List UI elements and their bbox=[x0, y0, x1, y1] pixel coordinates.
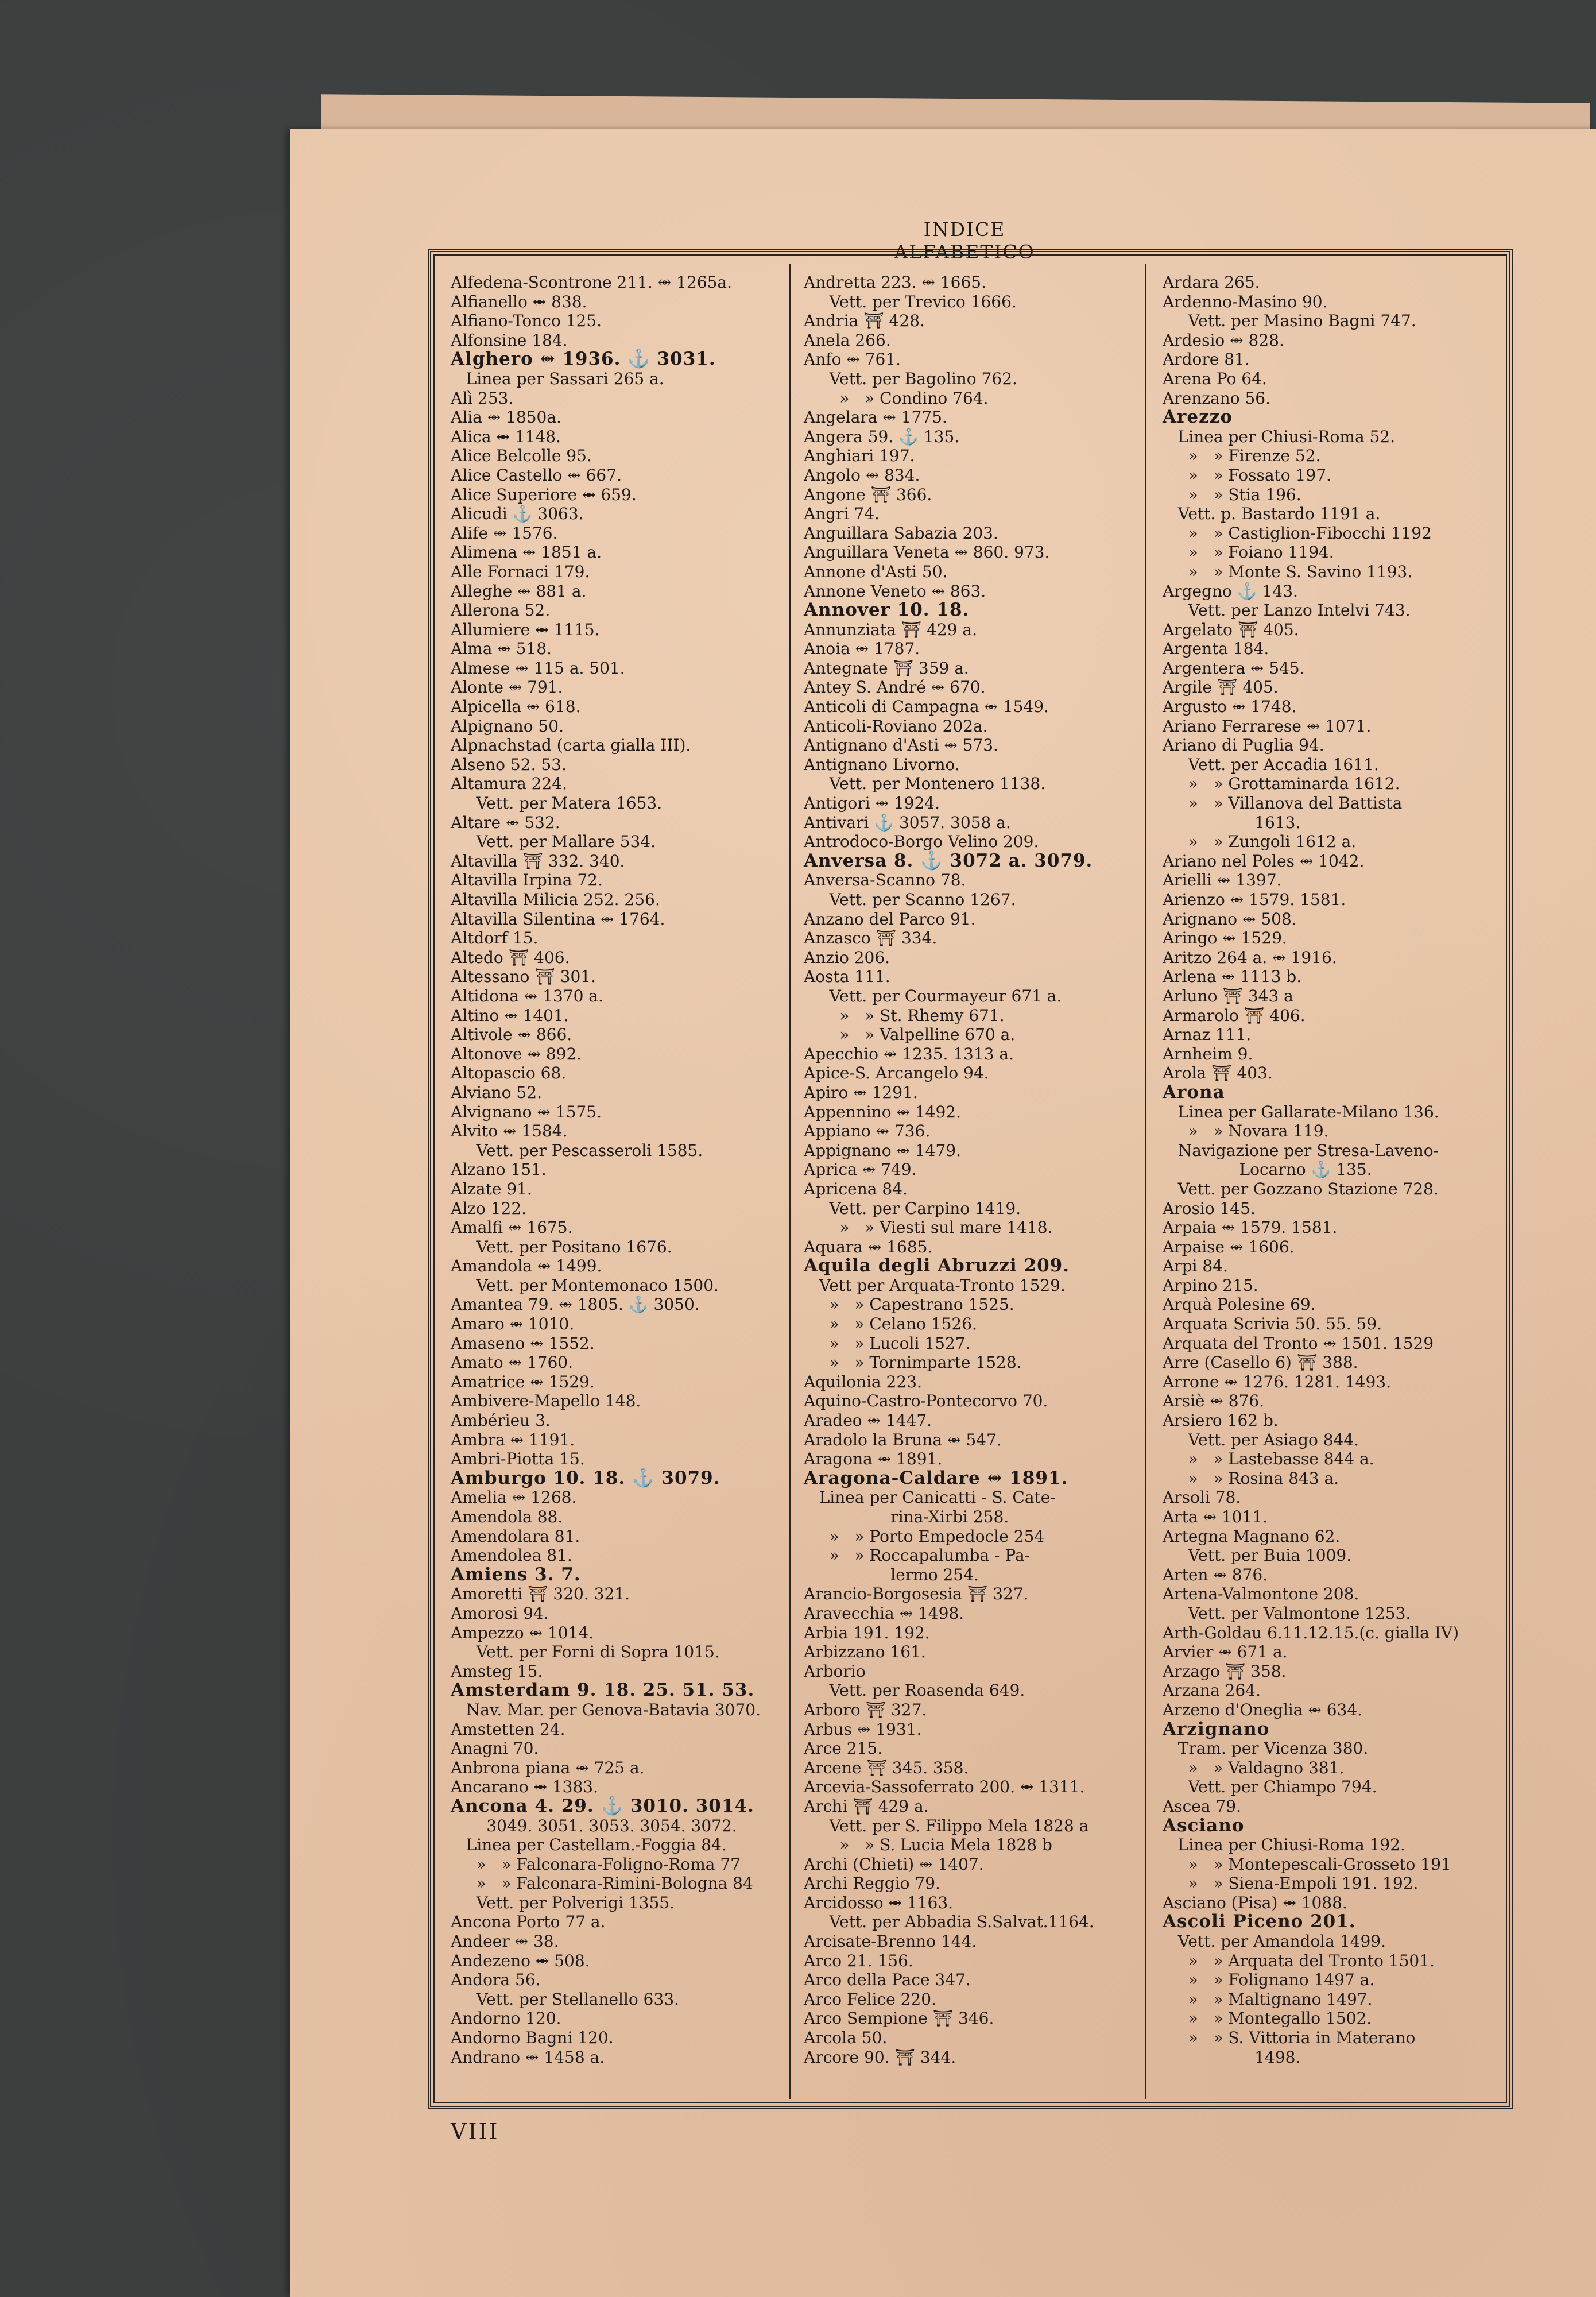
index-entry: Aragona-Caldare ⥈ 1891. bbox=[804, 1467, 1068, 1488]
index-entry: Alpicella ⥈ 618. bbox=[451, 697, 581, 717]
index-entry: Arosio 145. bbox=[1163, 1198, 1256, 1218]
index-entry: Arola ⛩ 403. bbox=[1163, 1064, 1273, 1083]
index-entry: Altino ⥈ 1401. bbox=[451, 1006, 569, 1025]
index-entry: » » Fossato 197. bbox=[1163, 465, 1331, 485]
index-entry: Arienzo ⥈ 1579. 1581. bbox=[1163, 890, 1346, 909]
index-entry: Arcore 90. ⛩ 344. bbox=[804, 2047, 956, 2067]
index-entry: Appiano ⥈ 736. bbox=[804, 1122, 931, 1141]
index-entry: Anguillara Sabazia 203. bbox=[804, 523, 998, 543]
index-column-1 bbox=[451, 273, 787, 2067]
index-entry: Vett. per S. Filippo Mela 1828 a bbox=[804, 1816, 1089, 1835]
index-entry: Alzano 151. bbox=[451, 1160, 547, 1180]
index-entry: Argentera ⥈ 545. bbox=[1163, 658, 1305, 678]
index-entry: » » St. Rhemy 671. bbox=[804, 1006, 1005, 1025]
index-entry: Andora 56. bbox=[451, 1970, 541, 1990]
index-entry: Arcene ⛩ 345. 358. bbox=[804, 1758, 969, 1777]
index-entry: Anzano del Parco 91. bbox=[804, 909, 976, 929]
index-entry: » » Siena-Empoli 191. 192. bbox=[1163, 1874, 1419, 1893]
index-entry: Alma ⥈ 518. bbox=[451, 639, 552, 659]
index-entry: Alicudi ⚓ 3063. bbox=[451, 504, 584, 524]
index-entry: Ascea 79. bbox=[1163, 1796, 1241, 1816]
index-entry: Antrodoco-Borgo Velino 209. bbox=[804, 832, 1039, 852]
index-entry: Arboro ⛩ 327. bbox=[804, 1700, 927, 1719]
index-entry: Ariano di Puglia 94. bbox=[1163, 736, 1324, 755]
index-entry: Apice-S. Arcangelo 94. bbox=[804, 1064, 989, 1083]
index-entry: Arnaz 111. bbox=[1163, 1025, 1252, 1045]
index-entry: Aprica ⥈ 749. bbox=[804, 1160, 917, 1180]
index-entry: Arbus ⥈ 1931. bbox=[804, 1719, 922, 1739]
index-entry: Vett. per Buia 1009. bbox=[1163, 1546, 1352, 1565]
index-entry: Argelato ⛩ 405. bbox=[1163, 620, 1299, 639]
index-entry: Andrano ⥈ 1458 a. bbox=[451, 2047, 605, 2067]
index-entry: Ariano Ferrarese ⥈ 1071. bbox=[1163, 716, 1372, 736]
index-entry: Vett. per Chiampo 794. bbox=[1163, 1777, 1377, 1797]
index-entry: Andezeno ⥈ 508. bbox=[451, 1951, 590, 1970]
index-entry: Vett. per Stellanello 633. bbox=[451, 1989, 680, 2009]
index-entry: Arth-Goldau 6.11.12.15.(c. gialla IV) bbox=[1163, 1623, 1459, 1642]
index-entry: » » Capestrano 1525. bbox=[804, 1295, 1014, 1314]
index-entry: Andria ⛩ 428. bbox=[804, 311, 925, 331]
index-entry: Appignano ⥈ 1479. bbox=[804, 1140, 961, 1160]
index-entry: Linea per Gallarate-Milano 136. bbox=[1163, 1102, 1439, 1122]
index-entry: Amalfi ⥈ 1675. bbox=[451, 1218, 573, 1238]
index-entry: Antigori ⥈ 1924. bbox=[804, 794, 940, 813]
index-entry: Ancarano ⥈ 1383. bbox=[451, 1777, 599, 1797]
index-entry: Arezzo bbox=[1163, 407, 1233, 428]
index-entry: Angelara ⥈ 1775. bbox=[804, 408, 947, 427]
index-entry: Vett. per Valmontone 1253. bbox=[1163, 1603, 1411, 1623]
index-entry: Amendola 88. bbox=[451, 1507, 563, 1526]
index-entry: Alzo 122. bbox=[451, 1198, 527, 1218]
index-entry: Andorno 120. bbox=[451, 2009, 561, 2028]
index-entry: Alviano 52. bbox=[451, 1082, 542, 1102]
index-entry: Arancio-Borgosesia ⛩ 327. bbox=[804, 1584, 1029, 1604]
index-entry: Anagni 70. bbox=[451, 1739, 539, 1758]
index-entry: Alia ⥈ 1850a. bbox=[451, 408, 561, 427]
index-entry: Alvignano ⥈ 1575. bbox=[451, 1102, 602, 1122]
index-entry: Anzasco ⛩ 334. bbox=[804, 929, 938, 948]
index-entry: » » Celano 1526. bbox=[804, 1314, 977, 1334]
column-divider-1 bbox=[789, 264, 791, 2099]
index-entry: Alimena ⥈ 1851 a. bbox=[451, 543, 602, 562]
index-entry: Navigazione per Stresa-Laveno- bbox=[1163, 1140, 1439, 1160]
index-entry: Ardore 81. bbox=[1163, 350, 1250, 369]
index-entry: Angri 74. bbox=[804, 504, 880, 524]
index-entry: Amatrice ⥈ 1529. bbox=[451, 1372, 595, 1391]
index-entry: Anela 266. bbox=[804, 330, 891, 350]
index-entry: 1498. bbox=[1163, 2047, 1301, 2067]
index-entry: Aquara ⥈ 1685. bbox=[804, 1237, 933, 1256]
index-entry: Alice Superiore ⥈ 659. bbox=[451, 485, 637, 504]
index-entry: Annover 10. 18. bbox=[804, 600, 970, 621]
index-entry: Vett. per Masino Bagni 747. bbox=[1163, 311, 1416, 331]
index-entry: Vett. per Polverigi 1355. bbox=[451, 1893, 675, 1912]
index-entry: Anversa-Scanno 78. bbox=[804, 871, 966, 890]
index-entry: Arrone ⥈ 1276. 1281. 1493. bbox=[1163, 1372, 1391, 1391]
index-entry: Andeer ⥈ 38. bbox=[451, 1932, 559, 1951]
index-entry: Altedo ⛩ 406. bbox=[451, 948, 570, 967]
index-entry: Arpaia ⥈ 1579. 1581. bbox=[1163, 1218, 1338, 1238]
index-entry: Alì 253. bbox=[451, 388, 514, 408]
index-entry: Antegnate ⛩ 359 a. bbox=[804, 658, 969, 678]
index-entry: Antey S. André ⥈ 670. bbox=[804, 678, 986, 697]
index-entry: Alica ⥈ 1148. bbox=[451, 427, 561, 446]
index-entry: Ariano nel Poles ⥈ 1042. bbox=[1163, 851, 1365, 871]
index-entry: Aosta 111. bbox=[804, 967, 890, 987]
index-entry: Vett. per Gozzano Stazione 728. bbox=[1163, 1179, 1439, 1198]
index-entry: Amsteg 15. bbox=[451, 1661, 543, 1681]
index-entry: Allumiere ⥈ 1115. bbox=[451, 620, 600, 639]
index-entry: Antivari ⚓ 3057. 3058 a. bbox=[804, 813, 1011, 832]
index-entry: Arvier ⥈ 671 a. bbox=[1163, 1642, 1288, 1662]
index-entry: Vett. per Positano 1676. bbox=[451, 1237, 672, 1256]
index-entry: Anbrona piana ⥈ 725 a. bbox=[451, 1758, 645, 1777]
index-entry: Arnheim 9. bbox=[1163, 1044, 1253, 1064]
index-entry: Arcidosso ⥈ 1163. bbox=[804, 1893, 954, 1912]
index-entry: Antignano d'Asti ⥈ 573. bbox=[804, 736, 998, 755]
index-entry: Ambivere-Mapello 148. bbox=[451, 1391, 641, 1411]
index-entry: » » Tornimparte 1528. bbox=[804, 1353, 1022, 1372]
index-entry: Anticoli-Roviano 202a. bbox=[804, 716, 988, 736]
index-entry: Altessano ⛩ 301. bbox=[451, 967, 596, 987]
index-entry: Vett. per Roasenda 649. bbox=[804, 1681, 1025, 1700]
index-entry: Asciano (Pisa) ⥈ 1088. bbox=[1163, 1893, 1347, 1912]
index-entry: » » Condino 764. bbox=[804, 388, 989, 408]
index-entry: Arta ⥈ 1011. bbox=[1163, 1507, 1268, 1526]
index-entry: Alfiano-Tonco 125. bbox=[451, 311, 602, 331]
index-entry: Ascoli Piceno 201. bbox=[1163, 1911, 1356, 1932]
index-entry: » » Novara 119. bbox=[1163, 1122, 1329, 1141]
index-entry: Nav. Mar. per Genova-Batavia 3070. bbox=[451, 1700, 761, 1719]
index-entry: Amelia ⥈ 1268. bbox=[451, 1488, 577, 1507]
index-entry: Amantea 79. ⥈ 1805. ⚓ 3050. bbox=[451, 1295, 700, 1314]
index-entry: » » Falconara-Foligno-Roma 77 bbox=[451, 1854, 741, 1874]
index-entry: Alseno 52. 53. bbox=[451, 755, 567, 774]
index-entry: » » Roccapalumba - Pa- bbox=[804, 1546, 1031, 1565]
index-entry: » » Montepescali-Grosseto 191 bbox=[1163, 1854, 1451, 1874]
index-entry: » » Firenze 52. bbox=[1163, 446, 1321, 466]
index-entry: Vett. per Amandola 1499. bbox=[1163, 1932, 1386, 1951]
index-entry: Arten ⥈ 876. bbox=[1163, 1565, 1268, 1584]
index-entry: Arcisate-Brenno 144. bbox=[804, 1932, 977, 1951]
index-entry: Arena Po 64. bbox=[1163, 369, 1267, 388]
index-entry: » » S. Vittoria in Materano bbox=[1163, 2028, 1416, 2048]
index-entry: » » Valpelline 670 a. bbox=[804, 1025, 1016, 1045]
index-entry: Ambra ⥈ 1191. bbox=[451, 1430, 575, 1449]
index-entry: Vett. per Pescasseroli 1585. bbox=[451, 1140, 703, 1160]
index-entry: » » Stia 196. bbox=[1163, 485, 1301, 504]
index-entry: Alfianello ⥈ 838. bbox=[451, 292, 587, 311]
index-entry: Aradeo ⥈ 1447. bbox=[804, 1411, 932, 1430]
index-entry: Argusto ⥈ 1748. bbox=[1163, 697, 1297, 717]
index-entry: Aritzo 264 a. ⥈ 1916. bbox=[1163, 948, 1337, 967]
index-entry: Anghiari 197. bbox=[804, 446, 915, 466]
index-column-2 bbox=[804, 273, 1142, 2067]
index-entry: » » Arquata del Tronto 1501. bbox=[1163, 1951, 1435, 1970]
index-entry: Amoretti ⛩ 320. 321. bbox=[451, 1584, 630, 1604]
column-divider-2 bbox=[1145, 264, 1146, 2099]
index-entry: 1613. bbox=[1163, 813, 1301, 832]
index-entry: Aradolo la Bruna ⥈ 547. bbox=[804, 1430, 1002, 1449]
index-entry: Arlena ⥈ 1113 b. bbox=[1163, 967, 1302, 987]
index-entry: » » Folignano 1497 a. bbox=[1163, 1970, 1375, 1990]
index-entry: Altavilla Irpina 72. bbox=[451, 871, 603, 890]
index-entry: Linea per Canicatti - S. Cate- bbox=[804, 1488, 1056, 1507]
page-number: VIII bbox=[451, 2119, 499, 2144]
index-entry: » » Maltignano 1497. bbox=[1163, 1989, 1373, 2009]
index-entry: » » Grottaminarda 1612. bbox=[1163, 774, 1400, 794]
index-entry: Anversa 8. ⚓ 3072 a. 3079. bbox=[804, 850, 1093, 871]
index-entry: Vett. per Mallare 534. bbox=[451, 832, 656, 852]
index-entry: Arre (Casello 6) ⛩ 388. bbox=[1163, 1353, 1358, 1372]
index-entry: » » Zungoli 1612 a. bbox=[1163, 832, 1357, 852]
index-entry: Alvito ⥈ 1584. bbox=[451, 1122, 568, 1141]
index-entry: Anticoli di Campagna ⥈ 1549. bbox=[804, 697, 1049, 717]
index-entry: Vett. per Scanno 1267. bbox=[804, 890, 1016, 909]
index-entry: Vett. per Montenero 1138. bbox=[804, 774, 1046, 794]
index-entry: Angolo ⥈ 834. bbox=[804, 465, 920, 485]
index-entry: » » Rosina 843 a. bbox=[1163, 1468, 1339, 1488]
index-entry: Arluno ⛩ 343 a bbox=[1163, 986, 1293, 1006]
index-entry: Arignano ⥈ 508. bbox=[1163, 909, 1297, 929]
index-entry: Arce 215. bbox=[804, 1739, 883, 1758]
index-entry: » » Porto Empedocle 254 bbox=[804, 1526, 1045, 1546]
index-entry: Vett. per Trevico 1666. bbox=[804, 292, 1017, 311]
index-entry: Arcola 50. bbox=[804, 2028, 888, 2048]
index-entry: Alpnachstad (carta gialla III). bbox=[451, 736, 691, 755]
index-entry: Anzio 206. bbox=[804, 948, 890, 967]
index-entry: Alghero ⥈ 1936. ⚓ 3031. bbox=[451, 349, 716, 370]
index-entry: » » Montegallo 1502. bbox=[1163, 2009, 1372, 2028]
index-entry: Ambérieu 3. bbox=[451, 1411, 551, 1430]
index-entry: Argegno ⚓ 143. bbox=[1163, 581, 1298, 601]
index-entry: Ancona 4. 29. ⚓ 3010. 3014. bbox=[451, 1795, 754, 1816]
index-entry: Arenzano 56. bbox=[1163, 388, 1270, 408]
index-entry: Amorosi 94. bbox=[451, 1603, 549, 1623]
index-entry: Arquata Scrivia 50. 55. 59. bbox=[1163, 1314, 1382, 1334]
index-entry: Amburgo 10. 18. ⚓ 3079. bbox=[451, 1467, 720, 1488]
index-entry: Arco della Pace 347. bbox=[804, 1970, 971, 1990]
index-entry: Anoia ⥈ 1787. bbox=[804, 639, 920, 659]
index-entry: Armarolo ⛩ 406. bbox=[1163, 1006, 1306, 1025]
index-entry: » » Viesti sul mare 1418. bbox=[804, 1218, 1053, 1238]
index-entry: Arquà Polesine 69. bbox=[1163, 1295, 1316, 1314]
index-entry: Argile ⛩ 405. bbox=[1163, 678, 1279, 697]
index-entry: Arsiè ⥈ 876. bbox=[1163, 1391, 1265, 1411]
index-entry: » » Villanova del Battista bbox=[1163, 794, 1403, 813]
index-entry: Amstetten 24. bbox=[451, 1719, 565, 1739]
index-entry: Artena-Valmontone 208. bbox=[1163, 1584, 1359, 1604]
index-entry: Arquata del Tronto ⥈ 1501. 1529 bbox=[1163, 1333, 1434, 1353]
index-entry: Vett. per Bagolino 762. bbox=[804, 369, 1017, 388]
index-entry: Arbia 191. 192. bbox=[804, 1623, 930, 1642]
index-entry: Annunziata ⛩ 429 a. bbox=[804, 620, 977, 639]
index-entry: rina-Xirbi 258. bbox=[804, 1507, 1009, 1526]
index-entry: lermo 254. bbox=[804, 1565, 979, 1584]
index-entry: Amaseno ⥈ 1552. bbox=[451, 1333, 595, 1353]
index-entry: Linea per Castellam.-Foggia 84. bbox=[451, 1835, 727, 1855]
index-entry: Annone Veneto ⥈ 863. bbox=[804, 581, 986, 601]
index-entry: Appennino ⥈ 1492. bbox=[804, 1102, 961, 1122]
index-entry: Amato ⥈ 1760. bbox=[451, 1353, 573, 1372]
index-entry: Arzignano bbox=[1163, 1718, 1270, 1739]
index-entry: Arsoli 78. bbox=[1163, 1488, 1241, 1507]
index-entry: Apiro ⥈ 1291. bbox=[804, 1082, 918, 1102]
index-entry: Vett. per Abbadia S.Salvat.1164. bbox=[804, 1912, 1094, 1932]
index-entry: Amsterdam 9. 18. 25. 51. 53. bbox=[451, 1680, 755, 1701]
index-entry: Arco Felice 220. bbox=[804, 1989, 936, 2009]
index-entry: Vett. per Lanzo Intelvi 743. bbox=[1163, 601, 1411, 620]
index-entry: Alle Fornaci 179. bbox=[451, 562, 590, 581]
index-entry: Archi ⛩ 429 a. bbox=[804, 1796, 929, 1816]
index-entry: Asciano bbox=[1163, 1815, 1245, 1836]
index-entry: Arielli ⥈ 1397. bbox=[1163, 871, 1282, 890]
index-entry: Vett. per Asiago 844. bbox=[1163, 1430, 1359, 1449]
index-entry: Alfedena-Scontrone 211. ⥈ 1265a. bbox=[451, 273, 732, 292]
index-entry: Antignano Livorno. bbox=[804, 755, 960, 774]
index-entry: Vett. per Courmayeur 671 a. bbox=[804, 986, 1062, 1006]
index-entry: Ancona Porto 77 a. bbox=[451, 1912, 606, 1932]
index-entry: Altidona ⥈ 1370 a. bbox=[451, 986, 603, 1006]
index-entry: Anfo ⥈ 761. bbox=[804, 350, 901, 369]
index-entry: Arzeno d'Oneglia ⥈ 634. bbox=[1163, 1700, 1363, 1719]
index-entry: Ampezzo ⥈ 1014. bbox=[451, 1623, 594, 1642]
index-entry: Aringo ⥈ 1529. bbox=[1163, 929, 1287, 948]
index-entry: Amandola ⥈ 1499. bbox=[451, 1256, 602, 1276]
index-entry: Andretta 223. ⥈ 1665. bbox=[804, 273, 986, 292]
index-entry: Vett. per Montemonaco 1500. bbox=[451, 1275, 719, 1295]
index-entry: Annone d'Asti 50. bbox=[804, 562, 948, 581]
index-entry: » » Foiano 1194. bbox=[1163, 543, 1334, 562]
index-entry: Arzago ⛩ 358. bbox=[1163, 1661, 1287, 1681]
index-entry: Allerona 52. bbox=[451, 601, 551, 620]
index-entry: Arco 21. 156. bbox=[804, 1951, 913, 1970]
index-entry: Vett per Arquata-Tronto 1529. bbox=[804, 1275, 1066, 1295]
index-entry: » » Lastebasse 844 a. bbox=[1163, 1449, 1374, 1469]
index-entry: Ardara 265. bbox=[1163, 273, 1260, 292]
index-entry: Tram. per Vicenza 380. bbox=[1163, 1739, 1369, 1758]
index-entry: Arco Sempione ⛩ 346. bbox=[804, 2009, 994, 2028]
index-entry: Linea per Chiusi-Roma 52. bbox=[1163, 427, 1396, 446]
index-entry: » » Lucoli 1527. bbox=[804, 1333, 971, 1353]
index-entry: Vett. per Matera 1653. bbox=[451, 794, 663, 813]
index-entry: » » Falconara-Rimini-Bologna 84 bbox=[451, 1874, 753, 1893]
index-entry: Linea per Sassari 265 a. bbox=[451, 369, 664, 388]
index-entry: Aquila degli Abruzzi 209. bbox=[804, 1255, 1070, 1277]
index-entry: Aquilonia 223. bbox=[804, 1372, 922, 1391]
index-entry: Alice Castello ⥈ 667. bbox=[451, 465, 622, 485]
index-entry: Amiens 3. 7. bbox=[451, 1564, 581, 1585]
index-entry: Angone ⛩ 366. bbox=[804, 485, 932, 504]
index-entry: Arborio bbox=[804, 1661, 866, 1681]
index-entry: » » Castiglion-Fibocchi 1192 bbox=[1163, 523, 1432, 543]
index-entry: Archi Reggio 79. bbox=[804, 1874, 940, 1893]
index-entry: Arona bbox=[1163, 1081, 1225, 1103]
index-entry: Altdorf 15. bbox=[451, 929, 539, 948]
index-entry: Altonove ⥈ 892. bbox=[451, 1044, 582, 1064]
index-entry: Artegna Magnano 62. bbox=[1163, 1526, 1341, 1546]
index-entry: » » Valdagno 381. bbox=[1163, 1758, 1345, 1777]
index-entry: Linea per Chiusi-Roma 192. bbox=[1163, 1835, 1405, 1855]
index-entry: Altavilla Silentina ⥈ 1764. bbox=[451, 909, 665, 929]
index-entry: Amendolara 81. bbox=[451, 1526, 580, 1546]
index-entry: Apecchio ⥈ 1235. 1313 a. bbox=[804, 1044, 1014, 1064]
index-entry: Arzana 264. bbox=[1163, 1681, 1261, 1700]
index-entry: Ardenno-Masino 90. bbox=[1163, 292, 1328, 311]
index-entry: Altopascio 68. bbox=[451, 1064, 567, 1083]
index-entry: Alice Belcolle 95. bbox=[451, 446, 592, 466]
index-entry: Andorno Bagni 120. bbox=[451, 2028, 614, 2048]
index-entry: Alpignano 50. bbox=[451, 716, 564, 736]
index-entry: Almese ⥈ 115 a. 501. bbox=[451, 658, 625, 678]
index-entry: Altavilla Milicia 252. 256. bbox=[451, 890, 660, 909]
index-entry: Vett. per Forni di Sopra 1015. bbox=[451, 1642, 720, 1662]
index-column-3 bbox=[1163, 273, 1507, 2067]
index-entry: Arbizzano 161. bbox=[804, 1642, 926, 1662]
index-entry: Archi (Chieti) ⥈ 1407. bbox=[804, 1854, 984, 1874]
index-entry: Arsiero 162 b. bbox=[1163, 1411, 1279, 1430]
index-entry: Altare ⥈ 532. bbox=[451, 813, 560, 832]
index-entry: Amaro ⥈ 1010. bbox=[451, 1314, 575, 1334]
index-entry: Argenta 184. bbox=[1163, 639, 1269, 659]
index-entry: Aragona ⥈ 1891. bbox=[804, 1449, 943, 1469]
index-entry: » » S. Lucia Mela 1828 b bbox=[804, 1835, 1052, 1855]
index-entry: Aravecchia ⥈ 1498. bbox=[804, 1603, 964, 1623]
index-entry: Arcevia-Sassoferrato 200. ⥈ 1311. bbox=[804, 1777, 1085, 1797]
index-entry: Apricena 84. bbox=[804, 1179, 908, 1198]
index-entry: Altamura 224. bbox=[451, 774, 568, 794]
index-entry: Alzate 91. bbox=[451, 1179, 532, 1198]
index-entry: Arpi 84. bbox=[1163, 1256, 1228, 1276]
index-entry: Locarno ⚓ 135. bbox=[1163, 1160, 1372, 1180]
index-entry: Vett. per Accadia 1611. bbox=[1163, 755, 1379, 774]
index-entry: Arpino 215. bbox=[1163, 1275, 1258, 1295]
page-header: INDICE ALFABETICO bbox=[894, 218, 1035, 263]
index-entry: Alfonsine 184. bbox=[451, 330, 568, 350]
index-entry: Ambri-Piotta 15. bbox=[451, 1449, 585, 1469]
index-entry: 3049. 3051. 3053. 3054. 3072. bbox=[451, 1816, 737, 1835]
index-entry: Vett. per Carpino 1419. bbox=[804, 1198, 1021, 1218]
index-entry: Altavilla ⛩ 332. 340. bbox=[451, 851, 625, 871]
index-entry: Alife ⥈ 1576. bbox=[451, 523, 558, 543]
index-entry: Aquino-Castro-Pontecorvo 70. bbox=[804, 1391, 1048, 1411]
index-entry: » » Monte S. Savino 1193. bbox=[1163, 562, 1413, 581]
index-entry: Vett. p. Bastardo 1191 a. bbox=[1163, 504, 1381, 524]
index-entry: Alleghe ⥈ 881 a. bbox=[451, 581, 587, 601]
index-entry: Arpaise ⥈ 1606. bbox=[1163, 1237, 1295, 1256]
index-entry: Anguillara Veneta ⥈ 860. 973. bbox=[804, 543, 1050, 562]
index-entry: Ardesio ⥈ 828. bbox=[1163, 330, 1284, 350]
index-entry: Amendolea 81. bbox=[451, 1546, 572, 1565]
index-entry: Angera 59. ⚓ 135. bbox=[804, 427, 960, 446]
index-entry: Alonte ⥈ 791. bbox=[451, 678, 563, 697]
index-entry: Altivole ⥈ 866. bbox=[451, 1025, 572, 1045]
